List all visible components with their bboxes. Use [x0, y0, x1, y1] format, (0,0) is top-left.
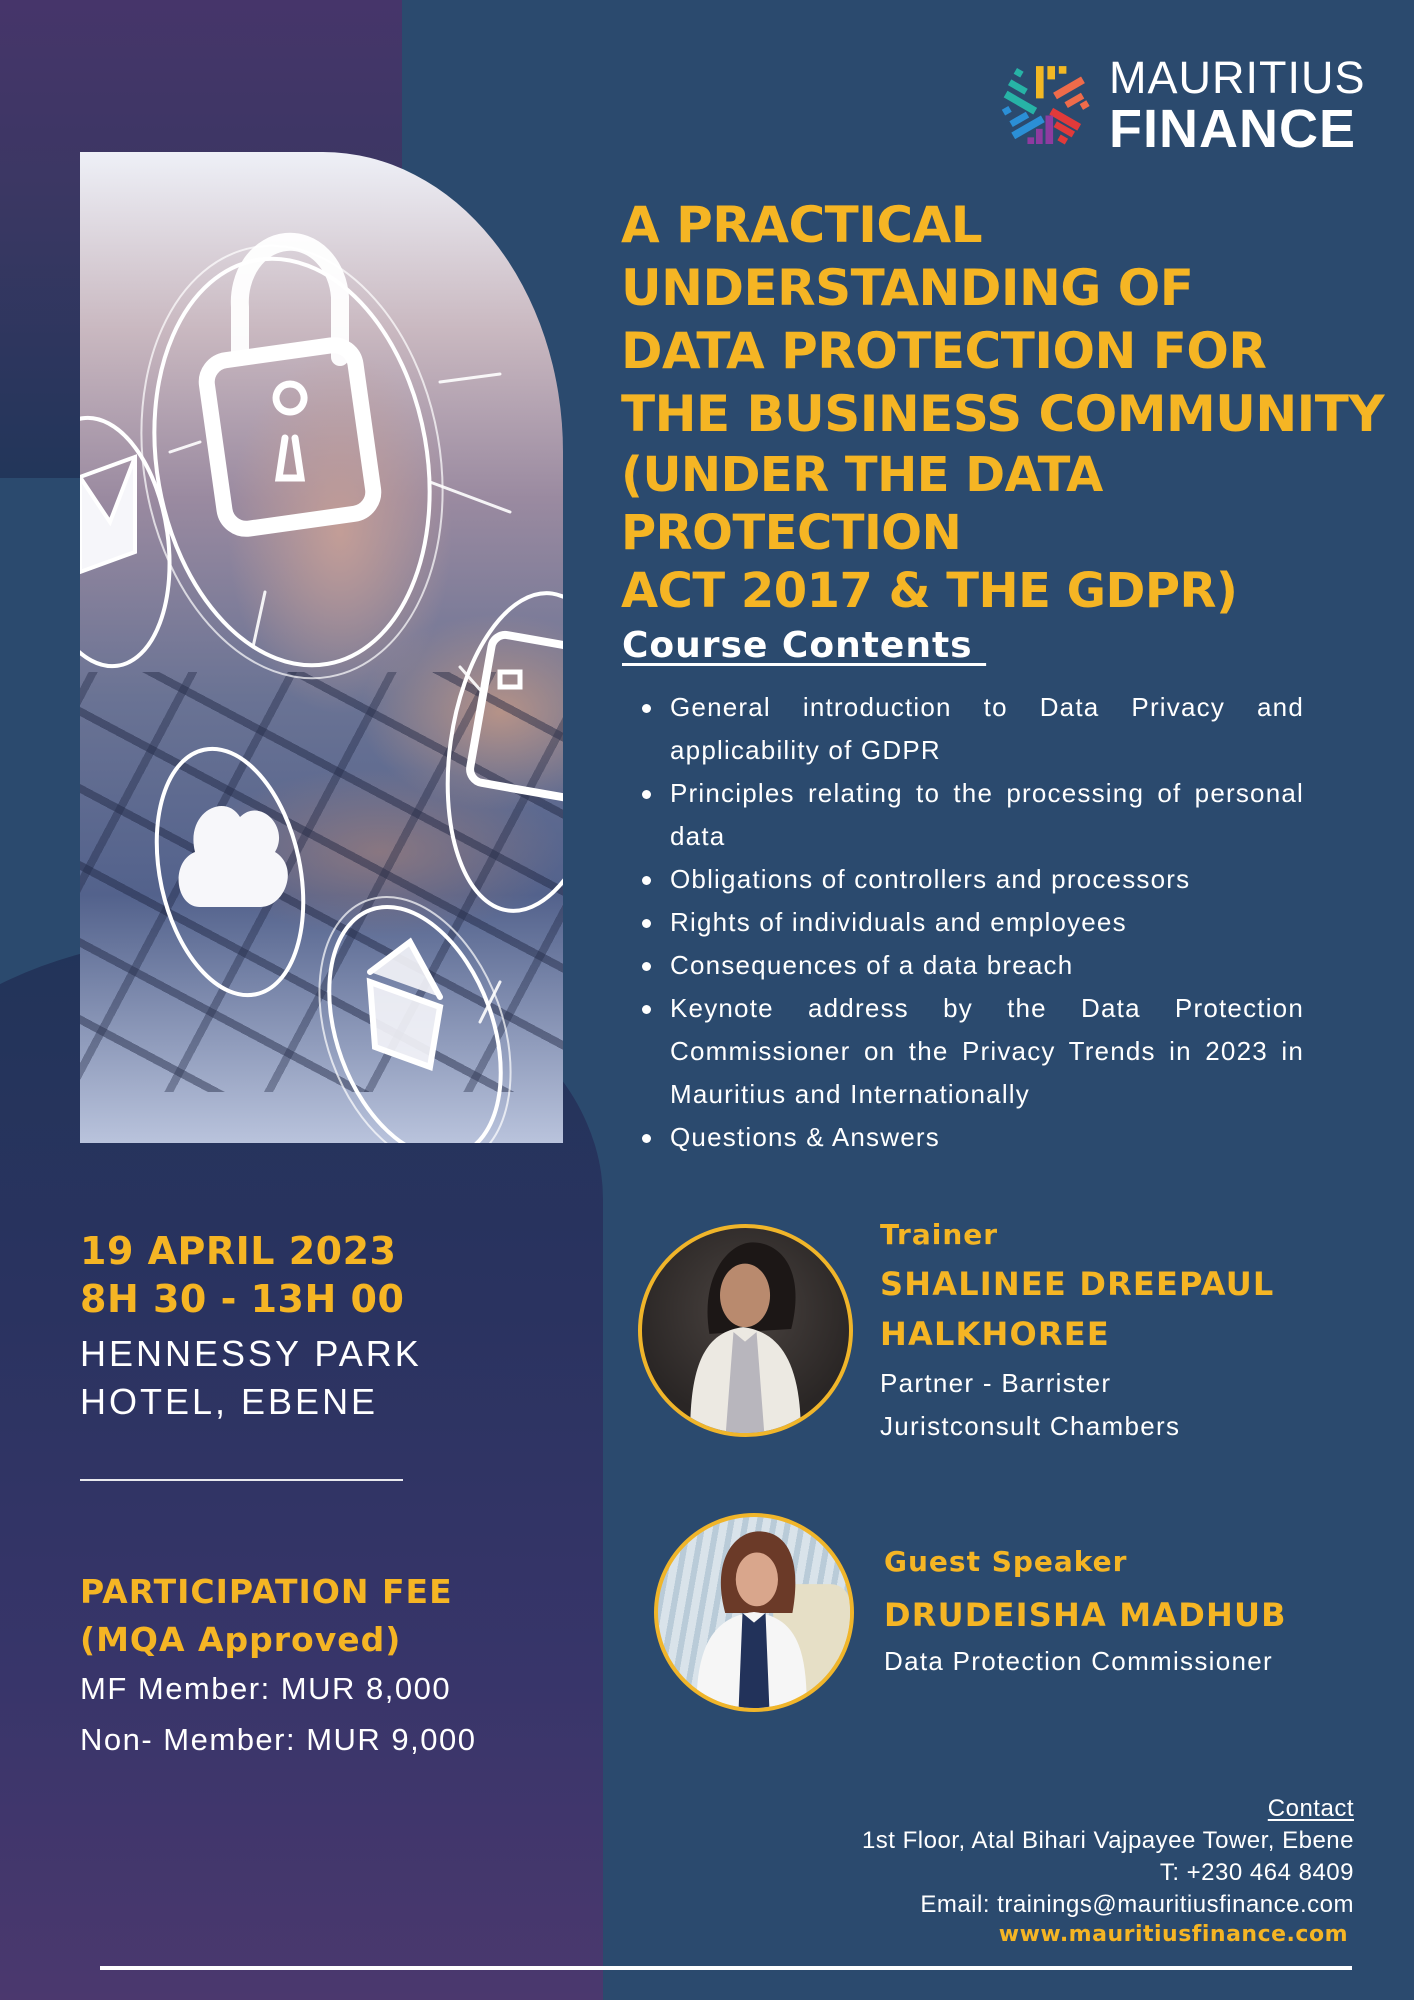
- contact-block: [862, 1793, 1354, 1949]
- guest-speaker-role: Guest Speaker: [884, 1545, 1128, 1578]
- event-date: 19 APRIL 2023: [80, 1229, 397, 1273]
- trainer-portrait: [638, 1224, 853, 1437]
- person-photo-icon: [642, 1228, 849, 1433]
- contact-email[interactable]: Email: trainings@mauritiusfinance.com: [920, 1891, 1354, 1918]
- subtitle-line: (UNDER THE DATA PROTECTION: [621, 447, 1103, 561]
- list-item: Questions & Answers: [636, 1116, 1304, 1159]
- hero-image: [80, 152, 563, 1143]
- brand-logo: [998, 52, 1366, 159]
- list-item: Consequences of a data breach: [636, 944, 1304, 987]
- radial-bars-logo-icon: [998, 60, 1093, 152]
- page-title: [621, 194, 1411, 620]
- title-line: DATA PROTECTION FOR: [621, 322, 1267, 380]
- venue-line: HOTEL, EBENE: [80, 1381, 379, 1422]
- contact-address: 1st Floor, Atal Bihari Vajpayee Tower, Ebene: [861, 1827, 1354, 1854]
- event-venue: [80, 1330, 422, 1426]
- non-member-fee: Non- Member: MUR 9,000: [80, 1722, 477, 1757]
- credit-card-icon: [429, 582, 563, 921]
- brand-line-2: FINANCE: [1109, 99, 1356, 159]
- event-time: 8H 30 - 13H 00: [80, 1277, 405, 1321]
- title-line: UNDERSTANDING OF: [621, 259, 1194, 317]
- website-link[interactable]: www.mauritiusfinance.com: [998, 1922, 1348, 1947]
- padlock-icon: [108, 222, 475, 703]
- course-contents-heading: Course Contents: [622, 625, 987, 666]
- trainer-name-line: SHALINEE DREEPAUL: [880, 1265, 1275, 1303]
- contact-phone[interactable]: T: +230 464 8409: [1159, 1859, 1354, 1886]
- fee-details: [80, 1663, 477, 1765]
- guest-speaker-title: Data Protection Commissioner: [884, 1646, 1273, 1676]
- divider: [100, 1966, 1352, 1970]
- trainer-title: Partner - Barrister: [880, 1368, 1112, 1398]
- envelope-icon: [80, 409, 185, 675]
- guest-speaker-portrait: [654, 1513, 854, 1712]
- subtitle-line: ACT 2017 & THE GDPR): [621, 563, 1238, 619]
- member-fee: MF Member: MUR 8,000: [80, 1671, 452, 1706]
- trainer-description: [880, 1362, 1180, 1448]
- guest-speaker-name: DRUDEISHA MADHUB: [884, 1596, 1287, 1634]
- brand-wordmark: [1109, 52, 1366, 159]
- list-item: General introduction to Data Privacy and applicability of GDPR: [636, 686, 1304, 772]
- contact-label: Contact: [1267, 1795, 1354, 1822]
- trainer-name: [880, 1259, 1275, 1359]
- trainer-organisation: Juristconsult Chambers: [880, 1411, 1181, 1441]
- divider: [80, 1479, 403, 1481]
- brand-line-1: MAURITIUS: [1109, 52, 1366, 103]
- venue-line: HENNESSY PARK: [80, 1333, 422, 1374]
- security-icons-overlay: [80, 152, 563, 1143]
- list-item: Obligations of controllers and processors: [636, 858, 1304, 901]
- list-item: Keynote address by the Data Protection Commissioner on the Privacy Trends in 2023 in Mauritius and Internationally: [636, 987, 1304, 1116]
- list-item: Principles relating to the processing of personal data: [636, 772, 1304, 858]
- trainer-name-line: HALKHOREE: [880, 1315, 1110, 1353]
- list-item: Rights of individuals and employees: [636, 901, 1304, 944]
- fee-heading-line: PARTICIPATION FEE: [80, 1572, 453, 1611]
- person-photo-icon: [658, 1517, 850, 1708]
- title-line: A PRACTICAL: [621, 196, 983, 254]
- fee-heading-line: (MQA Approved): [80, 1620, 402, 1659]
- trainer-role: Trainer: [880, 1218, 999, 1251]
- participation-fee-heading: [80, 1568, 453, 1664]
- title-line: THE BUSINESS COMMUNITY: [621, 385, 1385, 443]
- course-contents-list: [636, 686, 1304, 1159]
- cloud-icon: [136, 735, 325, 1009]
